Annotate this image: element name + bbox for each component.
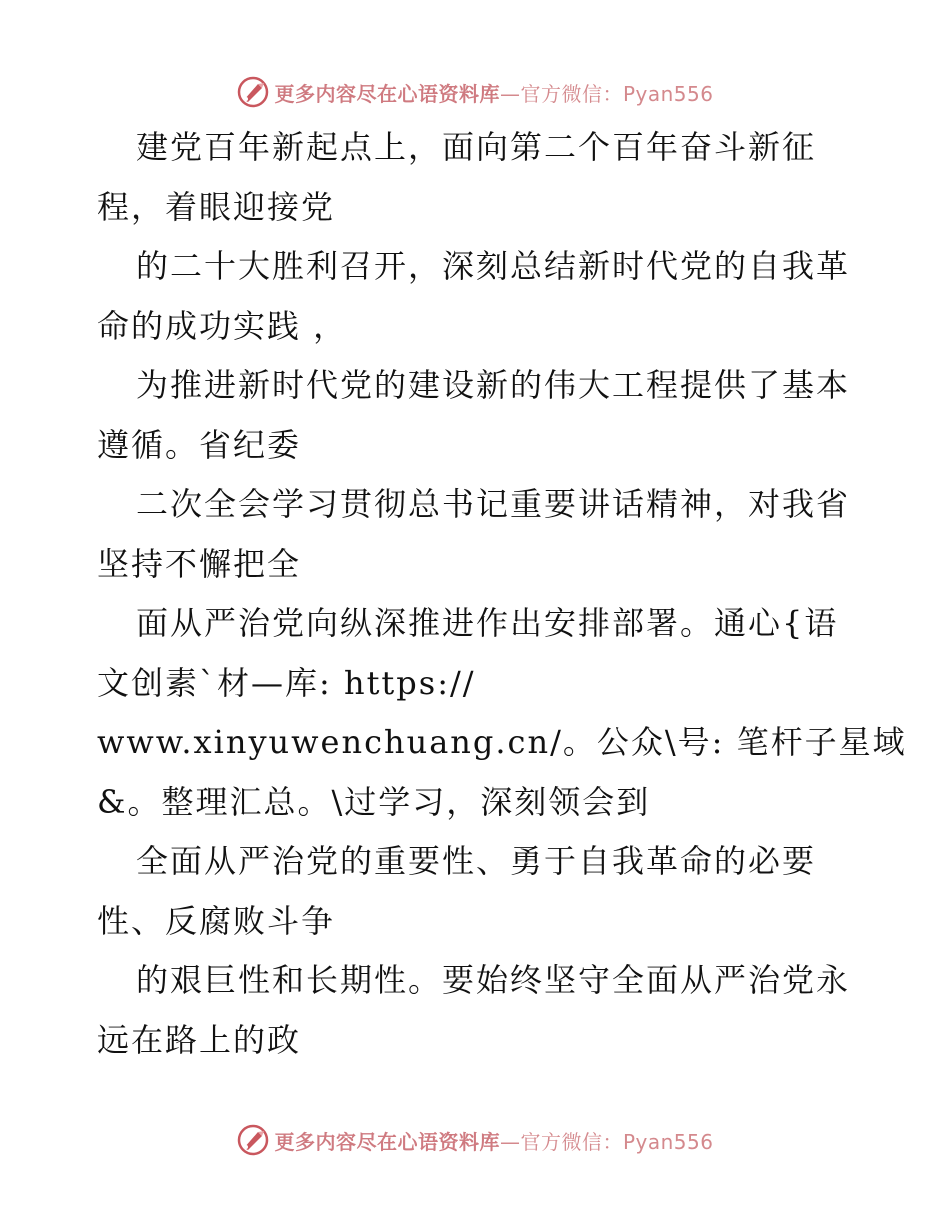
header-banner-wechat: 官方微信：Pyan556	[520, 81, 714, 106]
footer-banner-wechat: 官方微信：Pyan556	[520, 1129, 714, 1154]
header-banner-main: 更多内容尽在心语资料库	[274, 81, 500, 106]
text-line: 的二十大胜利召开，深刻总结新时代党的自我革	[136, 247, 851, 285]
text-line: 命的成功实践 ，	[97, 306, 348, 345]
footer-banner-separator: —	[499, 1129, 521, 1154]
header-banner	[0, 72, 950, 112]
footer-banner-text	[274, 1126, 713, 1155]
text-line: 文创素`材—库: https://	[97, 663, 476, 702]
footer-banner-main: 更多内容尽在心语资料库	[274, 1129, 500, 1154]
text-line: 程，着眼迎接党	[97, 187, 336, 226]
text-line: 远在路上的政	[97, 1020, 302, 1059]
text-line: 为推进新时代党的建设新的伟大工程提供了基本	[136, 366, 851, 404]
pen-heart-logo-icon	[236, 75, 270, 109]
pen-heart-logo-icon	[236, 1123, 270, 1157]
text-line: 二次全会学习贯彻总书记重要讲话精神，对我省	[136, 485, 851, 523]
text-line: 面从严治党向纵深推进作出安排部署。通心{语	[136, 604, 839, 642]
footer-banner	[0, 1120, 950, 1160]
text-line: 坚持不懈把全	[97, 544, 302, 583]
text-line: &。整理汇总。\过学习，深刻领会到	[97, 782, 651, 821]
header-banner-separator: —	[499, 81, 521, 106]
text-line: 的艰巨性和长期性。要始终坚守全面从严治党永	[136, 961, 851, 999]
document-body	[97, 118, 907, 1070]
text-line: 遵循。省纪委	[97, 425, 302, 464]
header-banner-text	[274, 78, 713, 107]
text-line: 建党百年新起点上，面向第二个百年奋斗新征	[136, 128, 817, 166]
text-line: 全面从严治党的重要性、勇于自我革命的必要	[136, 842, 817, 880]
text-line: www.xinyuwenchuang.cn/。公众\号: 笔杆子星域	[97, 723, 907, 761]
text-line: 性、反腐败斗争	[97, 901, 336, 940]
